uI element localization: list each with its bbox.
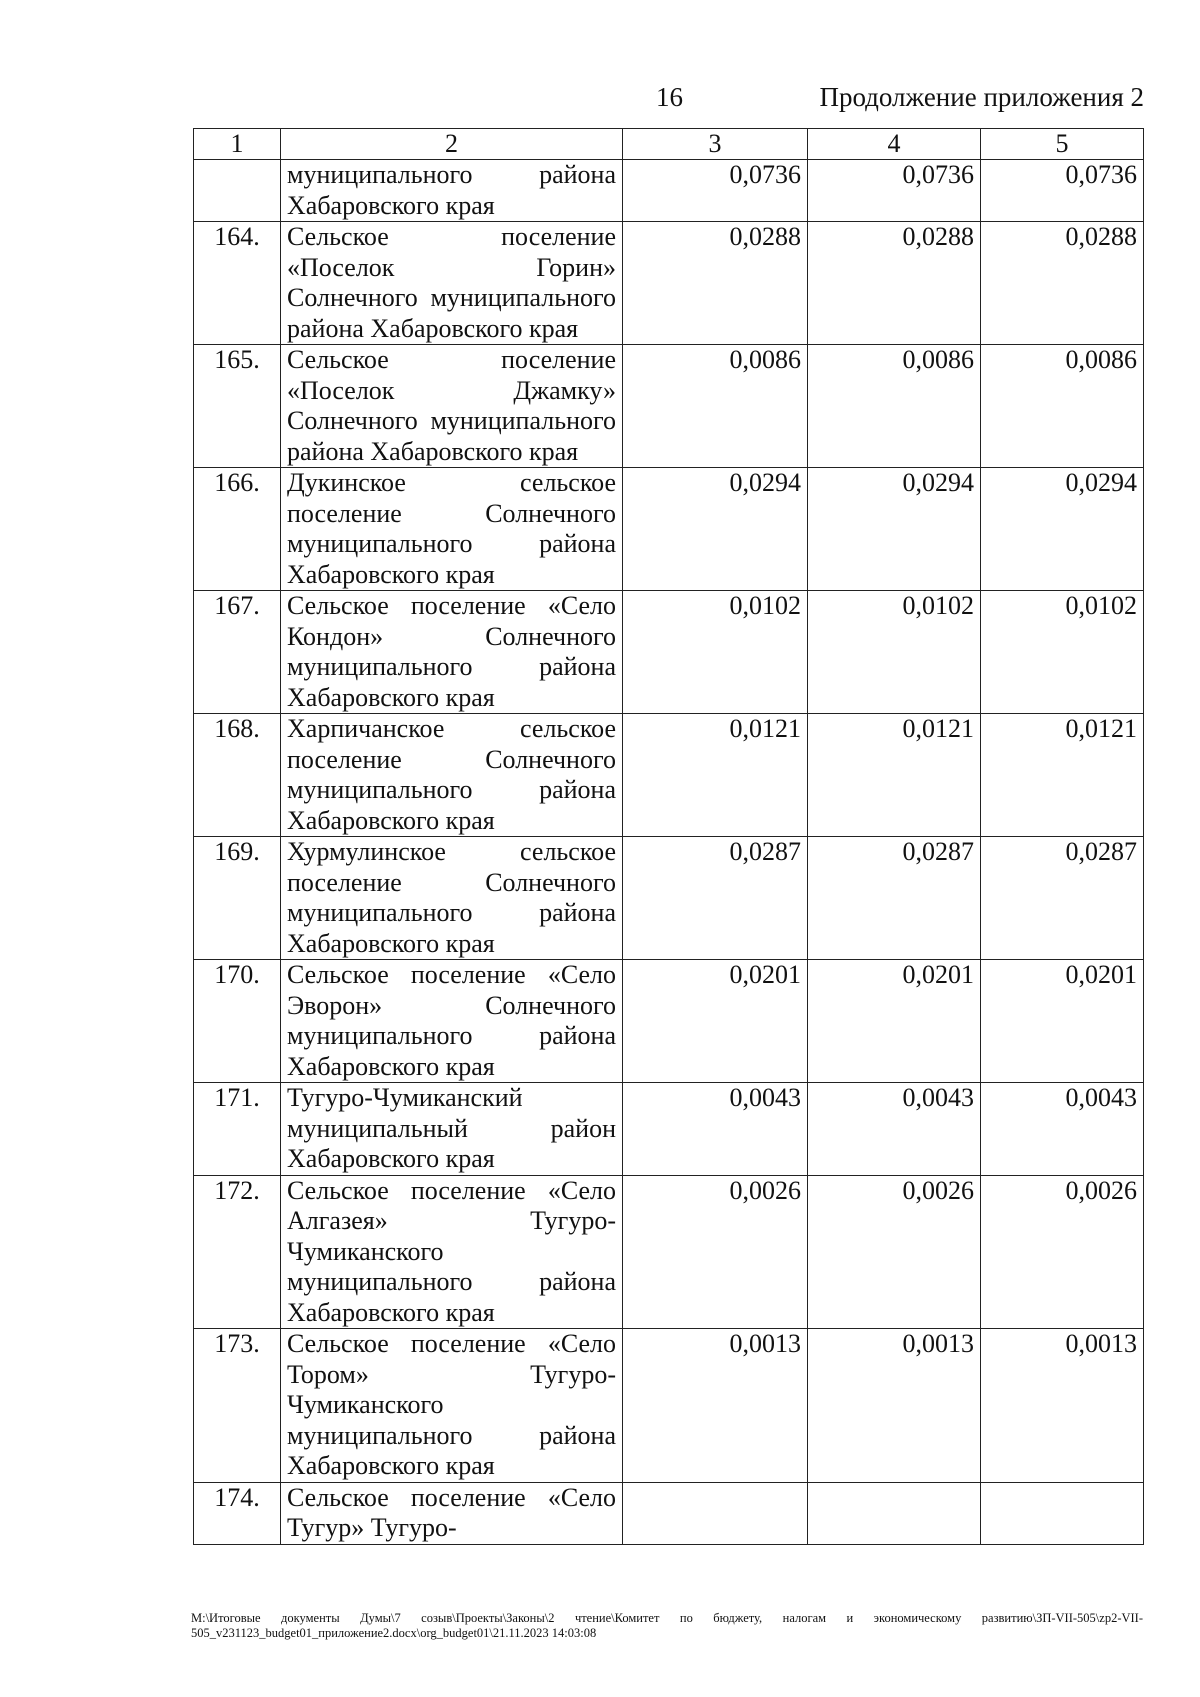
table-row <box>194 960 1144 1083</box>
value-col3: 0,0043 <box>623 1083 808 1176</box>
budget-table <box>193 128 1144 1545</box>
column-header: 1 <box>194 129 281 160</box>
column-header: 2 <box>281 129 623 160</box>
municipality-name: Харпичанское сельское поселение Солнечного муниципального района Хабаровского края <box>281 714 623 837</box>
value-col3: 0,0287 <box>623 837 808 960</box>
table-row <box>194 468 1144 591</box>
value-col3 <box>623 1482 808 1544</box>
value-col5: 0,0086 <box>981 345 1144 468</box>
row-number: 164. <box>194 222 281 345</box>
value-col4: 0,0102 <box>808 591 981 714</box>
value-col5: 0,0287 <box>981 837 1144 960</box>
table-row <box>194 837 1144 960</box>
municipality-name: Сельское поселение «Село Тором» Тугуро-Чумиканского муниципального района Хабаровского края <box>281 1329 623 1483</box>
value-col4: 0,0086 <box>808 345 981 468</box>
municipality-name: Дукинское сельское поселение Солнечного муниципального района Хабаровского края <box>281 468 623 591</box>
value-col5 <box>981 1482 1144 1544</box>
municipality-name: Сельское поселение «Село Алгазея» Тугуро-Чумиканского муниципального района Хабаровского края <box>281 1175 623 1329</box>
value-col4: 0,0287 <box>808 837 981 960</box>
value-col5: 0,0026 <box>981 1175 1144 1329</box>
page-number: 16 <box>656 82 683 112</box>
value-col3: 0,0288 <box>623 222 808 345</box>
value-col4: 0,0294 <box>808 468 981 591</box>
table-row <box>194 160 1144 222</box>
municipality-name: Сельское поселение «Село Тугур» Тугуро- <box>281 1482 623 1544</box>
row-number: 174. <box>194 1482 281 1544</box>
value-col5: 0,0121 <box>981 714 1144 837</box>
value-col5: 0,0294 <box>981 468 1144 591</box>
value-col5: 0,0736 <box>981 160 1144 222</box>
table-row <box>194 714 1144 837</box>
value-col4 <box>808 1482 981 1544</box>
row-number: 172. <box>194 1175 281 1329</box>
row-number: 168. <box>194 714 281 837</box>
row-number: 169. <box>194 837 281 960</box>
column-header: 5 <box>981 129 1144 160</box>
column-header: 4 <box>808 129 981 160</box>
row-number: 167. <box>194 591 281 714</box>
value-col4: 0,0201 <box>808 960 981 1083</box>
table-row <box>194 1083 1144 1176</box>
table-row <box>194 1329 1144 1483</box>
value-col3: 0,0201 <box>623 960 808 1083</box>
value-col4: 0,0736 <box>808 160 981 222</box>
municipality-name: Тугуро-Чумиканский муниципальный район Хабаровского края <box>281 1083 623 1176</box>
municipality-name: Сельское поселение «Село Эворон» Солнечного муниципального района Хабаровского края <box>281 960 623 1083</box>
value-col4: 0,0013 <box>808 1329 981 1483</box>
value-col5: 0,0043 <box>981 1083 1144 1176</box>
table-header-row <box>194 129 1144 160</box>
value-col3: 0,0013 <box>623 1329 808 1483</box>
row-number: 166. <box>194 468 281 591</box>
value-col5: 0,0102 <box>981 591 1144 714</box>
municipality-name: Сельское поселение «Поселок Джамку» Солнечного муниципального района Хабаровского края <box>281 345 623 468</box>
value-col3: 0,0086 <box>623 345 808 468</box>
row-number: 171. <box>194 1083 281 1176</box>
table-row <box>194 1482 1144 1544</box>
value-col4: 0,0121 <box>808 714 981 837</box>
value-col3: 0,0121 <box>623 714 808 837</box>
municipality-name: Сельское поселение «Село Кондон» Солнечного муниципального района Хабаровского края <box>281 591 623 714</box>
value-col3: 0,0294 <box>623 468 808 591</box>
table-row <box>194 1175 1144 1329</box>
municipality-name: муниципального района Хабаровского края <box>281 160 623 222</box>
value-col3: 0,0026 <box>623 1175 808 1329</box>
value-col4: 0,0288 <box>808 222 981 345</box>
value-col3: 0,0102 <box>623 591 808 714</box>
row-number: 173. <box>194 1329 281 1483</box>
municipality-name: Сельское поселение «Поселок Горин» Солнечного муниципального района Хабаровского края <box>281 222 623 345</box>
table-row <box>194 591 1144 714</box>
value-col3: 0,0736 <box>623 160 808 222</box>
value-col4: 0,0043 <box>808 1083 981 1176</box>
value-col5: 0,0201 <box>981 960 1144 1083</box>
row-number: 165. <box>194 345 281 468</box>
value-col5: 0,0013 <box>981 1329 1144 1483</box>
value-col5: 0,0288 <box>981 222 1144 345</box>
row-number <box>194 160 281 222</box>
table-row <box>194 222 1144 345</box>
table-row <box>194 345 1144 468</box>
value-col4: 0,0026 <box>808 1175 981 1329</box>
continuation-title: Продолжение приложения 2 <box>819 82 1144 112</box>
municipality-name: Хурмулинское сельское поселение Солнечного муниципального района Хабаровского края <box>281 837 623 960</box>
file-path-footer: M:\Итоговые документы Думы\7 созыв\Проекты\Законы\2 чтение\Комитет по бюджету, налогам и экономическому развитию\ЗП-VII-505\zp2-VII-505_v231123_budget01_приложение2.docx\org_budget01\21.11.2023 14:03:08 <box>191 1611 1143 1640</box>
column-header: 3 <box>623 129 808 160</box>
row-number: 170. <box>194 960 281 1083</box>
